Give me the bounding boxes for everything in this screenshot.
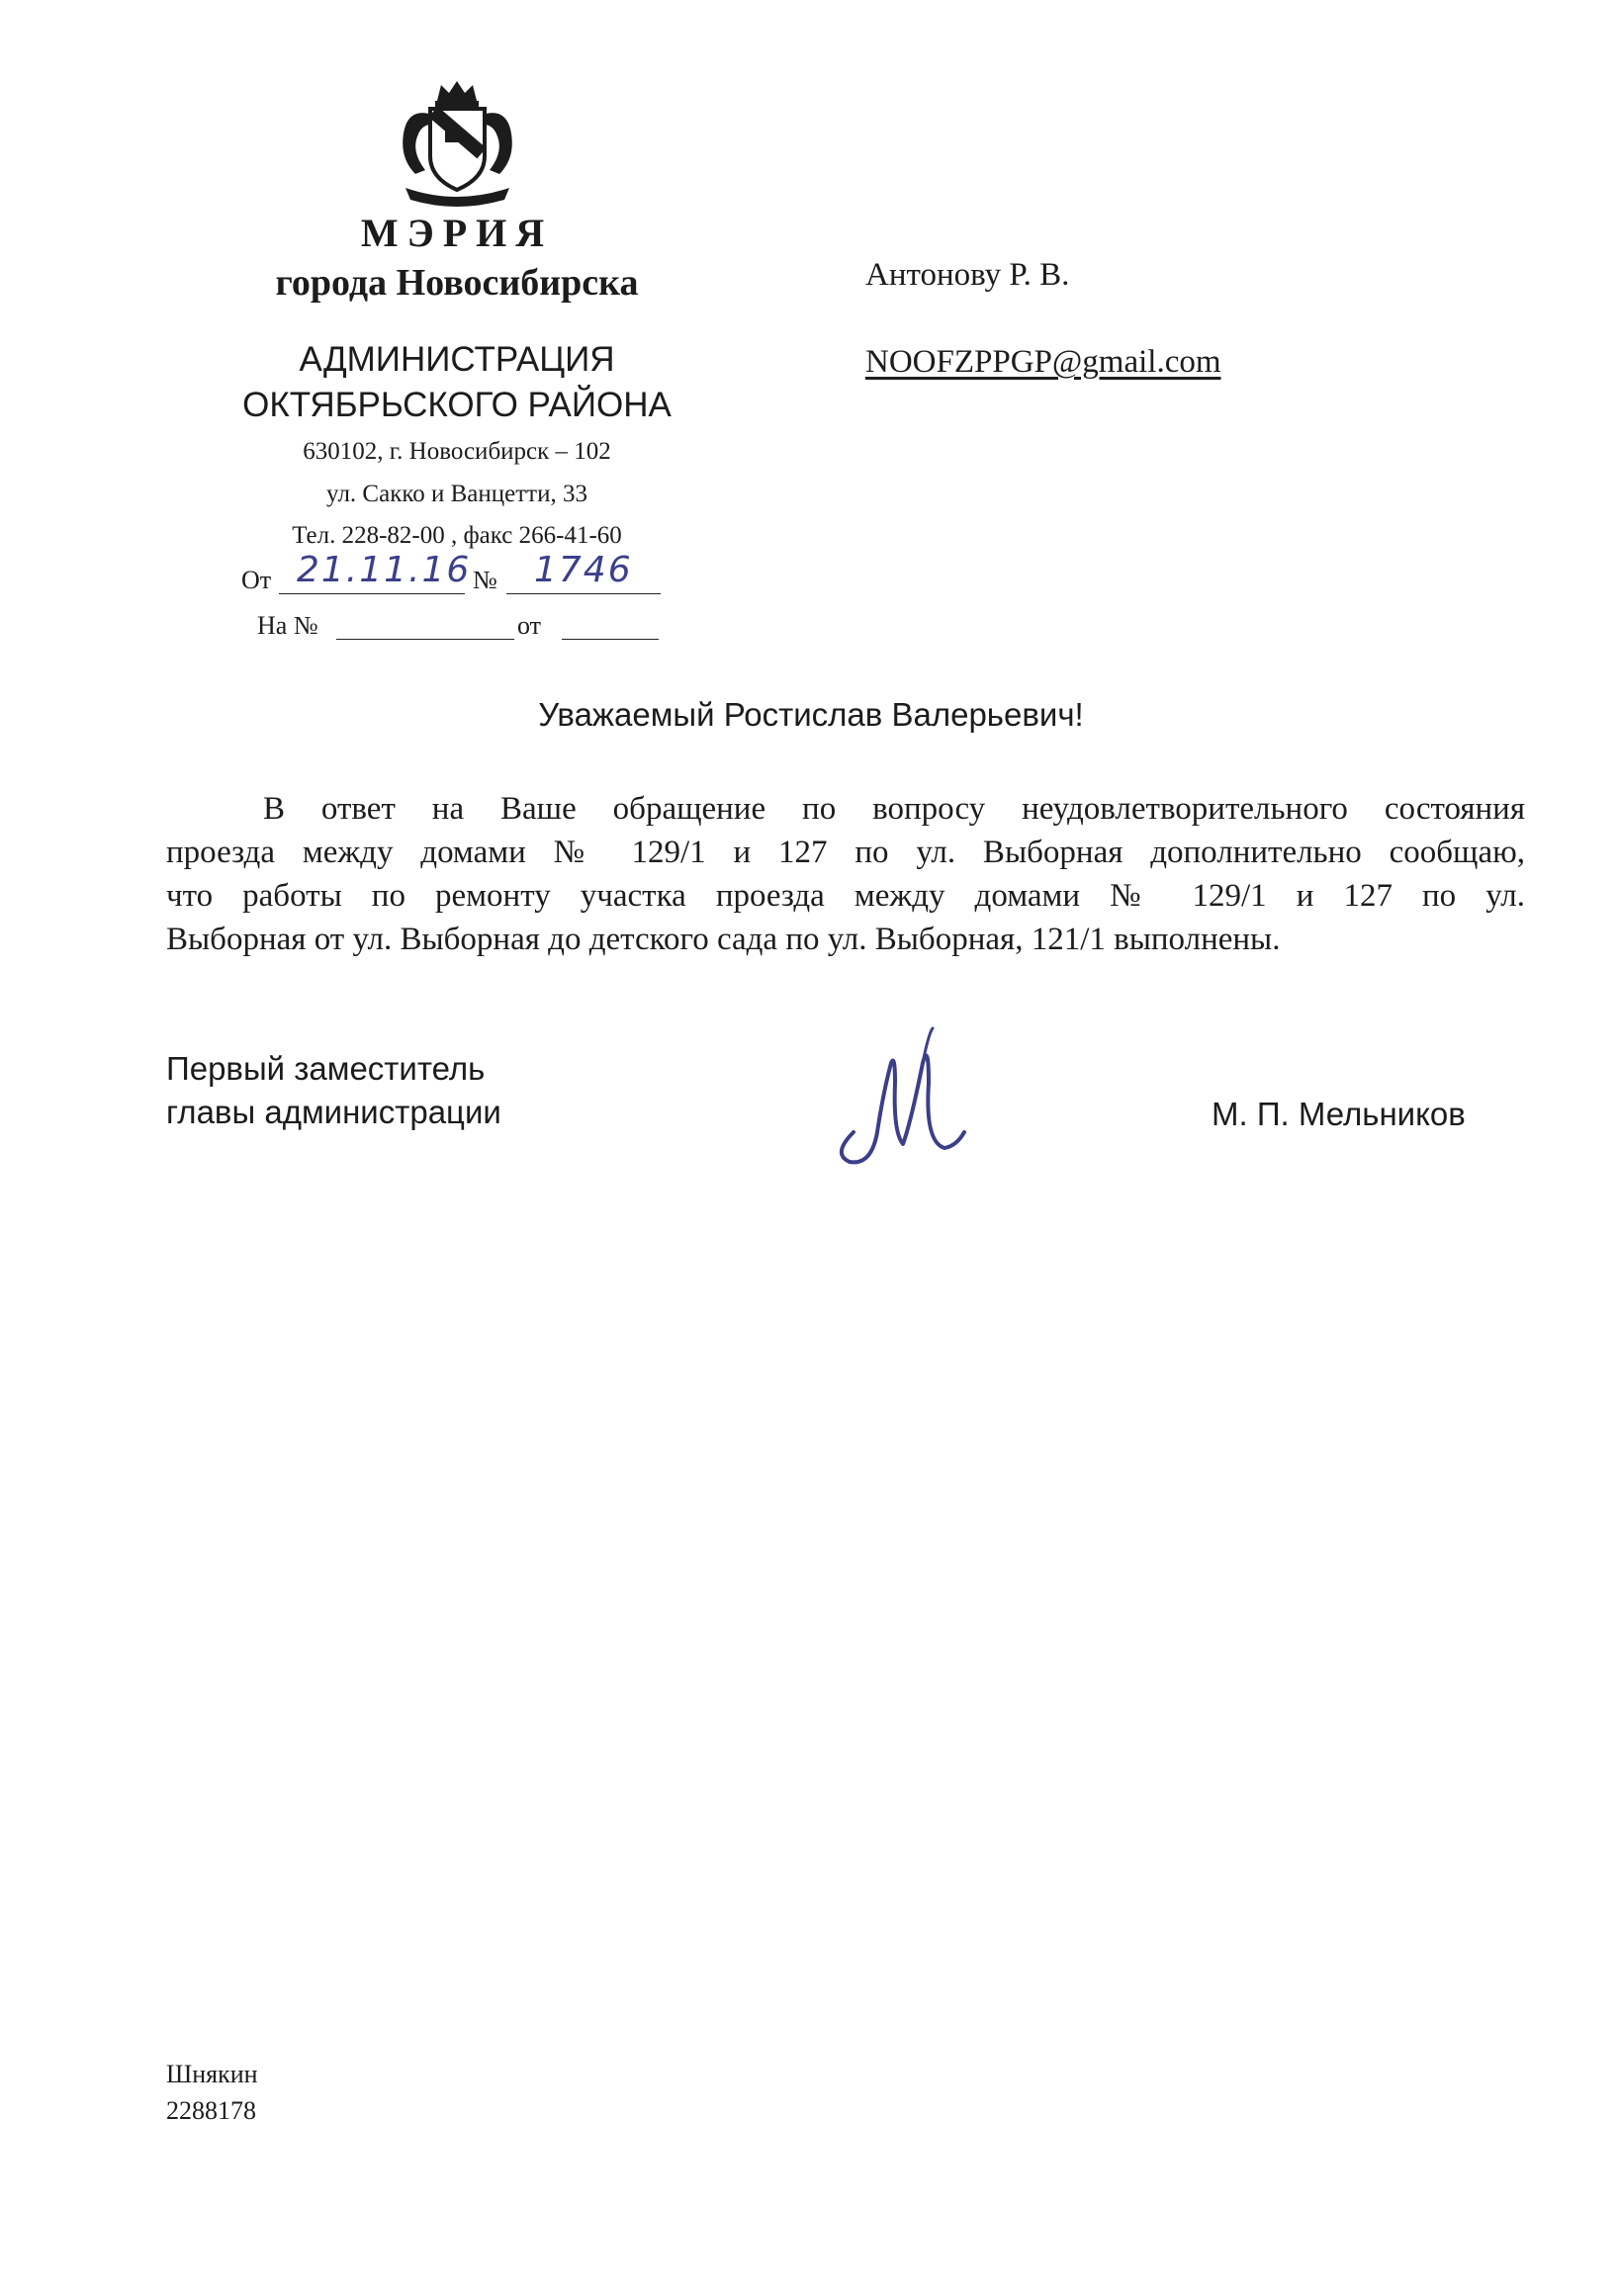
body-line-1: В ответ на Ваше обращение по вопросу неудовлетворительного состояния: [263, 791, 1525, 827]
body-line-2: проезда между домами № 129/1 и 127 по ул. Выборная дополнительно сообщаю,: [166, 835, 1525, 870]
ref-number-label: №: [473, 566, 497, 594]
recipient-name: Антонову Р. В.: [865, 257, 1070, 293]
address-line-1: 630102, г. Новосибирск – 102: [303, 438, 611, 465]
recipient-email: NOOFZPPGP@gmail.com: [865, 344, 1221, 380]
reply-number-label: На №: [257, 611, 318, 640]
reply-number-line: [336, 611, 514, 640]
phone-fax-line: Тел. 228-82-00 , факс 266-41-60: [292, 522, 622, 549]
executor-name: Шнякин: [166, 2060, 258, 2088]
address-line-2: ул. Сакко и Ванцетти, 33: [326, 481, 587, 507]
ref-number-handwritten: 1746: [534, 550, 633, 590]
body-line-4: Выборная от ул. Выборная до детского сада по ул. Выборная, 121/1 выполнены.: [166, 922, 1281, 957]
ref-from-label: От: [241, 566, 272, 594]
handwritten-signature: [826, 1023, 994, 1172]
reply-from-line: [562, 611, 659, 640]
administration-title: АДМИНИСТРАЦИЯ: [299, 340, 615, 379]
district-name: ОКТЯБРЬСКОГО РАЙОНА: [242, 386, 672, 424]
executor-phone: 2288178: [166, 2096, 256, 2125]
reply-from-label: от: [517, 611, 542, 640]
coat-of-arms-emblem: [386, 79, 529, 208]
signer-name: М. П. Мельников: [1212, 1096, 1466, 1132]
city-name: города Новосибирска: [275, 262, 639, 304]
ref-date-handwritten: 21.11.16: [297, 550, 472, 590]
signer-position-line-1: Первый заместитель: [166, 1050, 486, 1087]
body-line-3: что работы по ремонту участка проезда между домами № 129/1 и 127 по ул.: [166, 878, 1525, 914]
signer-position-line-2: главы администрации: [166, 1094, 501, 1130]
salutation: Уважаемый Ростислав Валерьевич!: [538, 696, 1084, 733]
mayor-office-title: МЭРИЯ: [360, 211, 554, 255]
